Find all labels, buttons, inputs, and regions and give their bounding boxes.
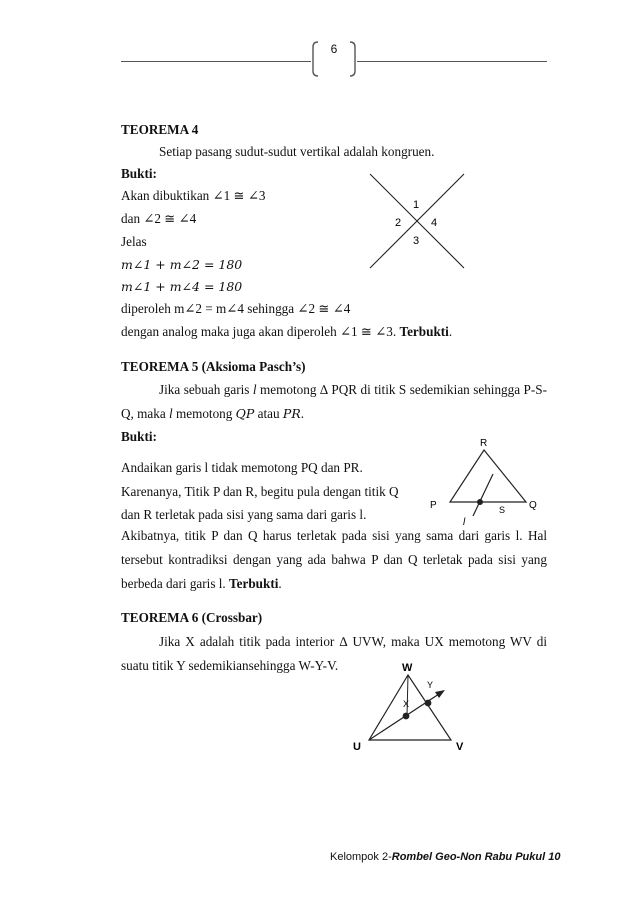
label-p: P bbox=[430, 500, 437, 511]
triangle-pqr bbox=[450, 450, 526, 502]
teorema5-paragraph-text: Akibatnya, titik P dan Q harus terletak pada sisi yang sama dari garis l. Hal tersebut kontradiksi dengan yang ada bahwa P dan Q terletak pada sisi yang berbeda dari garis l. bbox=[121, 528, 547, 591]
angle-label-1: 1 bbox=[413, 199, 420, 211]
label-v: V bbox=[456, 741, 464, 752]
segment-wx bbox=[407, 675, 408, 716]
teorema5-segment-qp: QP bbox=[235, 406, 255, 421]
label-s: S bbox=[499, 505, 506, 515]
teorema4-terbukti: Terbukti bbox=[399, 324, 449, 339]
teorema4-eq2: m∠1 + m∠4 = 180 bbox=[121, 279, 243, 294]
teorema6-title: TEOREMA 6 (Crossbar) bbox=[121, 610, 263, 625]
teorema5-line-l: l bbox=[252, 382, 257, 397]
line-l bbox=[473, 474, 493, 516]
teorema5-line-l2: l bbox=[168, 406, 173, 421]
triangle-uvw bbox=[369, 675, 451, 740]
label-r: R bbox=[480, 438, 488, 449]
header-rule-left bbox=[121, 61, 311, 62]
teorema5-terbukti: Terbukti bbox=[229, 576, 279, 591]
footer bbox=[330, 851, 560, 863]
teorema4-line4: diperoleh m∠2 = m∠4 sehingga ∠2 ≅ ∠4 bbox=[121, 301, 351, 316]
teorema5-line1: Andaikan garis l tidak memotong PQ dan PR. bbox=[121, 460, 363, 475]
label-y: Y bbox=[427, 680, 434, 690]
point-x bbox=[403, 713, 410, 720]
footer-italic: Rombel Geo-Non Rabu Pukul 10 bbox=[391, 851, 561, 863]
teorema5-segment-pr: PR bbox=[282, 406, 301, 421]
teorema4-eq1: m∠1 + m∠2 = 180 bbox=[121, 257, 243, 272]
pasch-triangle-figure bbox=[426, 436, 546, 526]
point-y bbox=[425, 700, 432, 707]
teorema5-paragraph bbox=[121, 524, 547, 596]
label-x: X bbox=[403, 699, 410, 709]
footer-prefix: Kelompok 2- bbox=[330, 851, 392, 863]
teorema4-line5-end: . bbox=[448, 324, 453, 339]
teorema6-statement: Jika X adalah titik pada interior ∆ UVW, maka UX memotong WV di suatu titik Y sedemikiansehingga W-Y-V. bbox=[121, 634, 547, 673]
crossbar-triangle-figure bbox=[347, 656, 473, 752]
teorema5-bukti-label: Bukti: bbox=[121, 429, 157, 444]
teorema4-title: TEOREMA 4 bbox=[121, 122, 199, 137]
teorema4-line1: Akan dibuktikan ∠1 ≅ ∠3 bbox=[121, 188, 266, 203]
angle-label-2: 2 bbox=[395, 217, 402, 229]
teorema5-statement-end: . bbox=[300, 406, 305, 421]
teorema5-statement-text1: Jika sebuah garis bbox=[159, 382, 253, 397]
ray-arrowhead-icon bbox=[435, 690, 445, 698]
label-w: W bbox=[402, 662, 413, 674]
teorema4-line2: dan ∠2 ≅ ∠4 bbox=[121, 211, 197, 226]
label-q: Q bbox=[529, 500, 537, 511]
vertical-angles-figure bbox=[360, 172, 472, 272]
teorema5-statement-text2: memotong ∆ PQR di titik S sedemikian sehingga P-S-Q, maka bbox=[121, 382, 548, 421]
teorema5-statement bbox=[121, 378, 547, 426]
teorema5-line3: dan R terletak pada sisi yang sama dari garis l. bbox=[121, 507, 367, 522]
label-u: U bbox=[353, 741, 361, 752]
teorema4-line5 bbox=[121, 323, 452, 341]
teorema5-paragraph-end: . bbox=[278, 576, 282, 591]
page-number: 6 bbox=[330, 42, 338, 56]
point-s bbox=[477, 499, 483, 505]
angle-label-3: 3 bbox=[413, 235, 420, 247]
teorema5-statement-atau: atau bbox=[254, 406, 283, 421]
angle-label-4: 4 bbox=[431, 217, 438, 229]
teorema4-statement: Setiap pasang sudut-sudut vertikal adalah kongruen. bbox=[159, 144, 435, 159]
teorema4-line5-text: dengan analog maka juga akan diperoleh ∠1 ≅ ∠3. bbox=[121, 324, 400, 339]
teorema5-title: TEOREMA 5 (Aksioma Pasch’s) bbox=[121, 359, 306, 374]
teorema5-statement-text3: memotong bbox=[172, 406, 236, 421]
label-l: l bbox=[463, 517, 466, 526]
teorema5-line2: Karenanya, Titik P dan R, begitu pula dengan titik Q bbox=[121, 484, 399, 499]
teorema4-line3: Jelas bbox=[121, 234, 147, 249]
teorema4-bukti-label: Bukti: bbox=[121, 166, 157, 181]
header-rule-right bbox=[357, 61, 547, 62]
